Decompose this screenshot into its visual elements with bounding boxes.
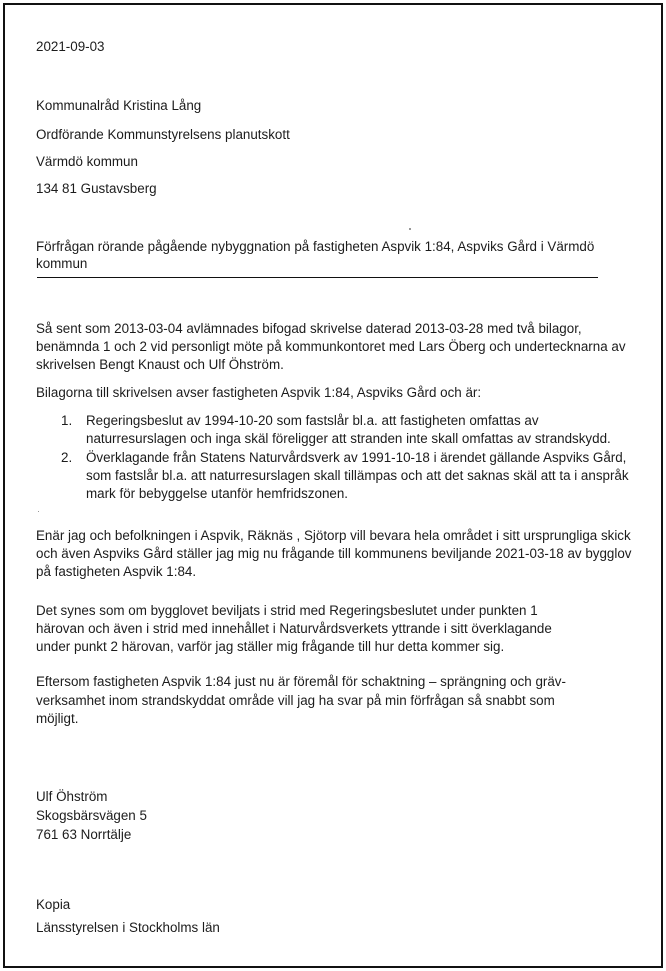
letter-date: 2021-09-03 [36, 39, 105, 54]
paragraph-5-line: möjligt. [36, 711, 79, 726]
subject-line-1: Förfrågan rörande pågående nybyggnation på fastigheten Aspvik 1:84, Aspviks Gård i Värmdö [36, 239, 595, 254]
recipient-name: Kommunalråd Kristina Lång [36, 98, 202, 113]
paragraph-1-line: Så sent som 2013-03-04 avlämnades bifogad skrivelse daterad 2013-03-28 med två bilagor, [36, 321, 582, 336]
scan-speck [38, 511, 39, 512]
recipient-org: Värmdö kommun [36, 154, 138, 169]
list-number: 2. [61, 450, 73, 465]
list-number: 1. [61, 413, 73, 428]
sender-name: Ulf Öhström [36, 789, 108, 804]
paragraph-2: Bilagorna till skrivelsen avser fastigheten Aspvik 1:84, Aspviks Gård och är: [36, 385, 482, 400]
paragraph-5-line: verksamhet inom strandskyddat område vill jag ha svar på min förfrågan så snabbt som [36, 693, 555, 708]
recipient-title: Ordförande Kommunstyrelsens planutskott [36, 127, 290, 142]
paragraph-4-line: Det synes som om bygglovet beviljats i strid med Regeringsbeslutet under punkten 1 [36, 603, 538, 618]
paragraph-1-line: skrivelsen Bengt Knaust och Ulf Öhström. [36, 357, 284, 372]
paragraph-3-line: och även Aspviks Gård ställer jag mig nu frågande till kommunens beviljande 2021-03-18 av bygglov [36, 546, 632, 561]
list-item-2-line: mark för bebyggelse utanför hemfridszonen. [86, 486, 349, 501]
paragraph-5-line: Eftersom fastigheten Aspvik 1:84 just nu är föremål för schaktning – sprängning och gräv- [36, 674, 566, 689]
copy-recipient: Länsstyrelsen i Stockholms län [36, 920, 220, 935]
letter-page [3, 3, 663, 968]
sender-city: 761 63 Norrtälje [36, 827, 132, 842]
paragraph-4-line: under punkt 2 härovan, varför jag ställer mig frågande till hur detta kommer sig. [36, 639, 505, 654]
paragraph-4-line: härovan och även i strid med innehållet i Naturvårdsverkets yttrande i sitt överklagande [36, 621, 552, 636]
scan-speck [409, 228, 411, 230]
paragraph-3-line: Enär jag och befolkningen i Aspvik, Räknäs , Sjötorp vill bevara hela området i sitt ursprungliga skick [36, 528, 631, 543]
recipient-address: 134 81 Gustavsberg [36, 181, 157, 196]
paragraph-3-line: på fastigheten Aspvik 1:84. [36, 564, 197, 579]
list-item-2-line: som fastslår bl.a. att naturresurslagen skall tillämpas och att det saknas skäl att ta i anspråk [86, 468, 629, 483]
subject-line-2: kommun [36, 256, 88, 271]
list-item-2-line: Överklagande från Statens Naturvårdsverk av 1991-10-18 i ärendet gällande Aspviks Gård, [86, 450, 627, 465]
paragraph-1-line: benämnda 1 och 2 vid personligt möte på kommunkontoret med Lars Öberg och undertecknarna av [36, 339, 626, 354]
list-item-1-line: naturresurslagen och inga skäl föreligger att stranden inte skall omfattas av strandskydd. [86, 431, 611, 446]
sender-street: Skogsbärsvägen 5 [36, 808, 147, 823]
copy-label: Kopia [36, 897, 71, 912]
list-item-1-line: Regeringsbeslut av 1994-10-20 som fastslår bl.a. att fastigheten omfattas av [86, 413, 539, 428]
subject-divider [37, 277, 598, 278]
